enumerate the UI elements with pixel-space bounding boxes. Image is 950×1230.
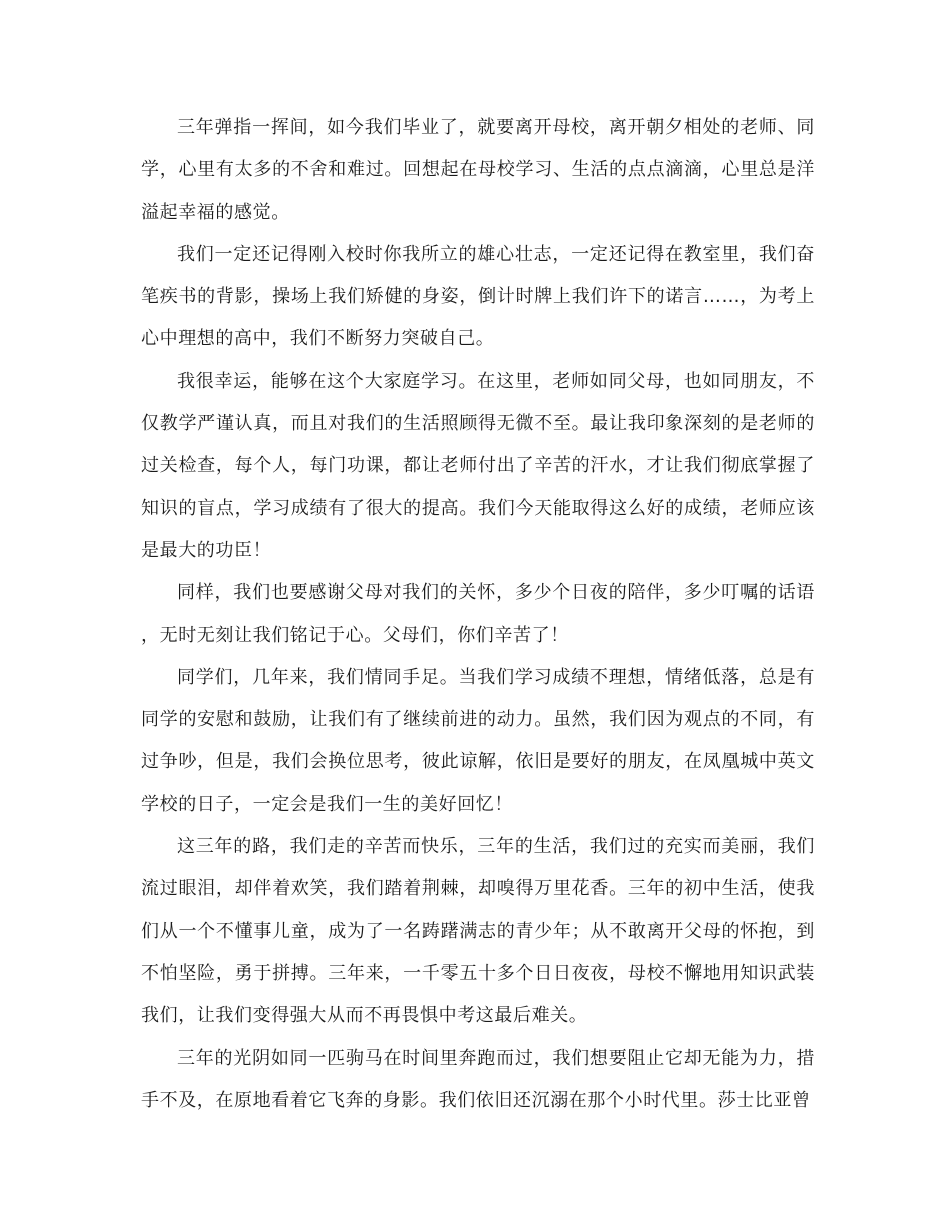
paragraph-2: 我们一定还记得刚入校时你我所立的雄心壮志，一定还记得在教室里，我们奋笔疾书的背影，操场上我们矫健的身姿，倒计时牌上我们许下的诺言……，为考上心中理想的高中，我们不断努力突破自己。	[141, 243, 815, 350]
paragraph-1: 三年弹指一挥间，如今我们毕业了，就要离开母校，离开朝夕相处的老师、同学，心里有太多的不舍和难过。回想起在母校学习、生活的点点滴滴，心里总是洋溢起幸福的感觉。	[141, 117, 815, 223]
paragraph-6: 这三年的路，我们走的辛苦而快乐，三年的生活，我们过的充实而美丽，我们流过眼泪，却伴着欢笑，我们踏着荆棘，却嗅得万里花香。三年的初中生活，使我们从一个不懂事儿童，成为了一名踌躇满志的青少年；从不敢离开父母的怀抱，到不怕坚险，勇于拼搏。三年来，一千零五十多个日日夜夜，母校不懈地用知识武装我们，让我们变得强大从而不再畏惧中考这最后难关。	[141, 836, 815, 1027]
paragraph-5: 同学们，几年来，我们情同手足。当我们学习成绩不理想，情绪低落，总是有同学的安慰和鼓励，让我们有了继续前进的动力。虽然，我们因为观点的不同，有过争吵，但是，我们会换位思考，彼此谅解，依旧是要好的朋友，在凤凰城中英文学校的日子，一定会是我们一生的美好回忆！	[141, 666, 815, 815]
paragraph-3: 我很幸运，能够在这个大家庭学习。在这里，老师如同父母，也如同朋友，不仅教学严谨认真，而且对我们的生活照顾得无微不至。最让我印象深刻的是老师的过关检查，每个人，每门功课，都让老师付出了辛苦的汗水，才让我们彻底掌握了知识的盲点，学习成绩有了很大的提高。我们今天能取得这么好的成绩，老师应该是最大的功臣！	[141, 370, 815, 561]
paragraph-4: 同样，我们也要感谢父母对我们的关怀，多少个日夜的陪伴，多少叮嘱的话语，无时无刻让我们铭记于心。父母们，你们辛苦了！	[141, 582, 815, 646]
paragraph-7: 三年的光阴如同一匹驹马在时间里奔跑而过，我们想要阻止它却无能为力，措手不及，在原地看着它飞奔的身影。我们依旧还沉溺在那个小时代里。莎士比亚曾	[141, 1047, 815, 1111]
